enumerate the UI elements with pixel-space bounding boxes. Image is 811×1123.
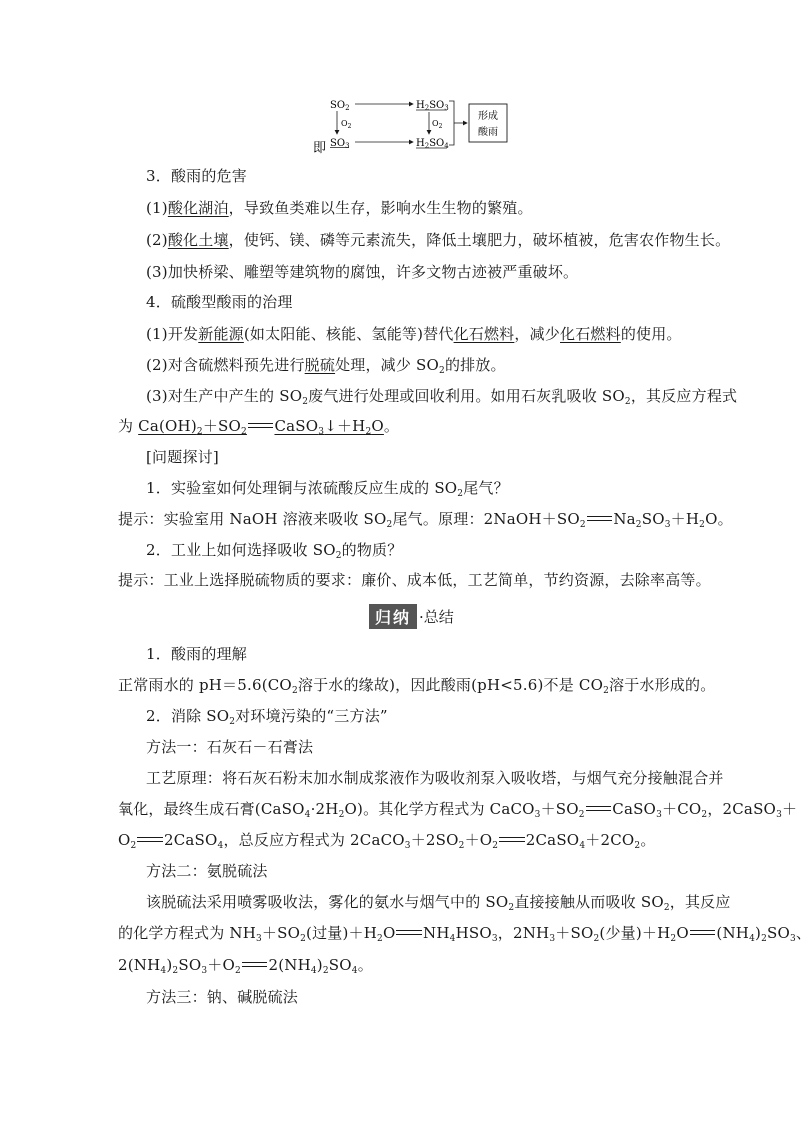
section-4-heading: 4．硫酸型酸雨的治理 xyxy=(146,293,293,311)
diagram-bracket xyxy=(449,101,454,145)
method-2-line-2: 的化学方程式为 $NH_3+SO_2$(过量)$+H_2O$ $NH_4HSO_3$，$2NH_3+SO_2$(少量)$+H_2O$ $(NH_4)_2SO_3$、 xyxy=(118,924,811,944)
diagram-o2-left: $O_2$ xyxy=(341,119,352,130)
box-line-1: 形成 xyxy=(478,111,498,122)
question-2: 2．工业上如何选择吸收 $SO_2$的物质？ xyxy=(146,541,403,561)
box-line-2: 酸雨 xyxy=(478,127,498,138)
summary-banner-text: ·总结 xyxy=(419,608,454,626)
section-3-item-1: (1)酸化湖泊，导致鱼类难以生存，影响水生生物的繁殖。 xyxy=(146,199,533,217)
question-1: 1．实验室如何处理铜与浓硫酸反应生成的 $SO_2$尾气？ xyxy=(146,479,509,499)
diagram-o2-right: $O_2$ xyxy=(432,119,443,130)
summary-1-text: 正常雨水的 $pH=5.6(CO_2$溶于水的缘故)，因此酸雨(pH<5.6)不是 $CO_2$溶于水形成的。 xyxy=(118,676,716,696)
diagram-prefix: 即 xyxy=(313,141,327,156)
section-4-item-1: (1)开发新能源(如太阳能、核能、氢能等)替代化石燃料，减少化石燃料的使用。 xyxy=(146,325,682,343)
diagram-h2so4: $H_2SO_4$ xyxy=(416,138,449,150)
method-1-line-2: 氧化，最终生成石膏$(CaSO_4\cdot 2H_2O)$。其化学方程式为 $CaCO_3+SO_2$ $CaSO_3+CO_2$，2CaSO$_3$＋ xyxy=(118,800,798,820)
method-1-title: 方法一：石灰石－石膏法 xyxy=(146,738,314,756)
diagram-h2so3: $H_2SO_3$ xyxy=(416,100,449,112)
discussion-label: [问题探讨] xyxy=(146,448,219,466)
summary-2-heading: 2．消除 $SO_2$对环境污染的“三方法” xyxy=(146,707,388,727)
so2-conversion-diagram xyxy=(310,96,510,156)
method-1-line-1: 工艺原理：将石灰石粉末加水制成浆液作为吸收剂泵入吸收塔，与烟气充分接触混合并 xyxy=(146,769,724,787)
summary-banner-box: 归纳 xyxy=(369,604,417,629)
answer-2: 提示：工业上选择脱硫物质的要求：廉价、成本低，工艺简单，节约资源，去除率高等。 xyxy=(118,571,711,589)
diagram-so3: $SO_3$ xyxy=(330,138,350,150)
method-2-title: 方法二：氨脱硫法 xyxy=(146,862,268,880)
section-4-item-2: (2)对含硫燃料预先进行脱硫处理，减少 $SO_2$的排放。 xyxy=(146,356,506,376)
method-2-line-3: $2(NH_4)_2SO_3+O_2$ $2(NH_4)_2SO_4$。 xyxy=(118,956,373,976)
method-1-line-3: $O_2$ 2CaSO$_4$，总反应方程式为 $2CaCO_3+2SO_2+O_2$ $2CaSO_4+2CO_2$。 xyxy=(118,831,656,851)
diagram-svg xyxy=(310,96,510,156)
answer-1: 提示：实验室用 NaOH 溶液来吸收 $SO_2$尾气。原理：$2NaOH+SO_2$ $Na_2SO_3+H_2O$。 xyxy=(118,510,733,530)
diagram-so2: $SO_2$ xyxy=(330,100,350,112)
section-3-item-2: (2)酸化土壤，使钙、镁、磷等元素流失，降低土壤肥力，破坏植被，危害农作物生长。 xyxy=(146,231,731,249)
method-3-title: 方法三：钠、碱脱硫法 xyxy=(146,988,299,1006)
summary-banner xyxy=(369,605,454,628)
section-4-equation: 为 $Ca(OH)_2+SO_2$ $CaSO_3↓+H_2O$。 xyxy=(118,417,400,437)
section-3-item-3: (3)加快桥梁、雕塑等建筑物的腐蚀，许多文物古迹被严重破坏。 xyxy=(146,263,579,281)
method-2-line-1: 该脱硫法采用喷雾吸收法，雾化的氨水与烟气中的 $SO_2$直接接触从而吸收 $SO_2$，其反应 xyxy=(146,893,731,913)
summary-1-heading: 1．酸雨的理解 xyxy=(146,645,247,663)
section-4-item-3: (3)对生产中产生的 $SO_2$废气进行处理或回收利用。如用石灰乳吸收 $SO_2$，其反应方程式 xyxy=(146,387,738,407)
section-3-heading: 3．酸雨的危害 xyxy=(146,167,247,185)
